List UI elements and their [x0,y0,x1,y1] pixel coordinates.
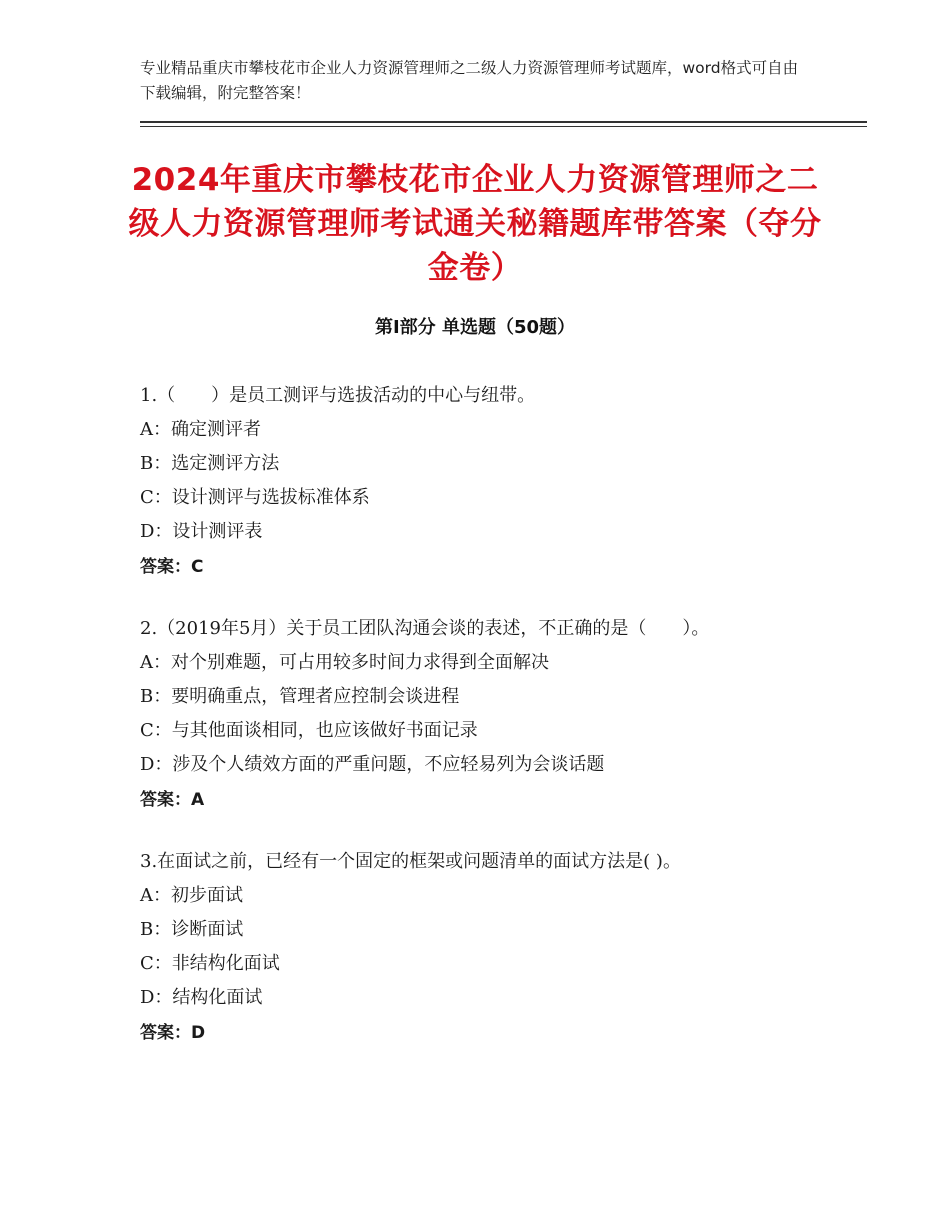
section-title: 第Ⅰ部分 单选题（50题） [374,317,575,338]
question-stem: 2.（2019年5月）关于员工团队沟通会谈的表述，不正确的是（ ）。 [140,618,710,639]
question-stem: 1.（ ）是员工测评与选拔活动的中心与纽带。 [140,385,536,406]
option-b: B：要明确重点，管理者应控制会谈进程 [140,686,460,707]
option-d: D：设计测评表 [140,521,263,542]
question-3 [140,845,810,1051]
option-a: A：初步面试 [140,885,243,906]
header-note: 专业精品重庆市攀枝花市企业人力资源管理师之二级人力资源管理师考试题库，word格式可自由下载编辑，附完整答案！ [140,59,799,102]
document-title: 2024年重庆市攀枝花市企业人力资源管理师之二级人力资源管理师考试通关秘籍题库带答案（夺分金卷） [128,162,822,286]
answer: 答案：A [140,790,205,810]
question-2 [140,612,810,818]
option-c: C：非结构化面试 [140,953,280,974]
question-stem: 3.在面试之前，已经有一个固定的框架或问题清单的面试方法是( )。 [140,851,681,872]
answer: 答案：D [140,1023,206,1043]
option-c: C：与其他面谈相同，也应该做好书面记录 [140,720,478,741]
option-d: D：涉及个人绩效方面的严重问题，不应轻易列为会谈话题 [140,754,605,775]
header-rule-thin [140,126,867,127]
option-c: C：设计测评与选拔标准体系 [140,487,370,508]
question-1 [140,379,810,585]
question-list [140,379,810,1078]
option-d: D：结构化面试 [140,987,263,1008]
answer: 答案：C [140,557,204,577]
option-b: B：选定测评方法 [140,453,280,474]
header-rule [140,121,867,123]
option-a: A：对个别难题，可占用较多时间力求得到全面解决 [140,652,549,673]
option-a: A：确定测评者 [140,419,261,440]
option-b: B：诊断面试 [140,919,244,940]
